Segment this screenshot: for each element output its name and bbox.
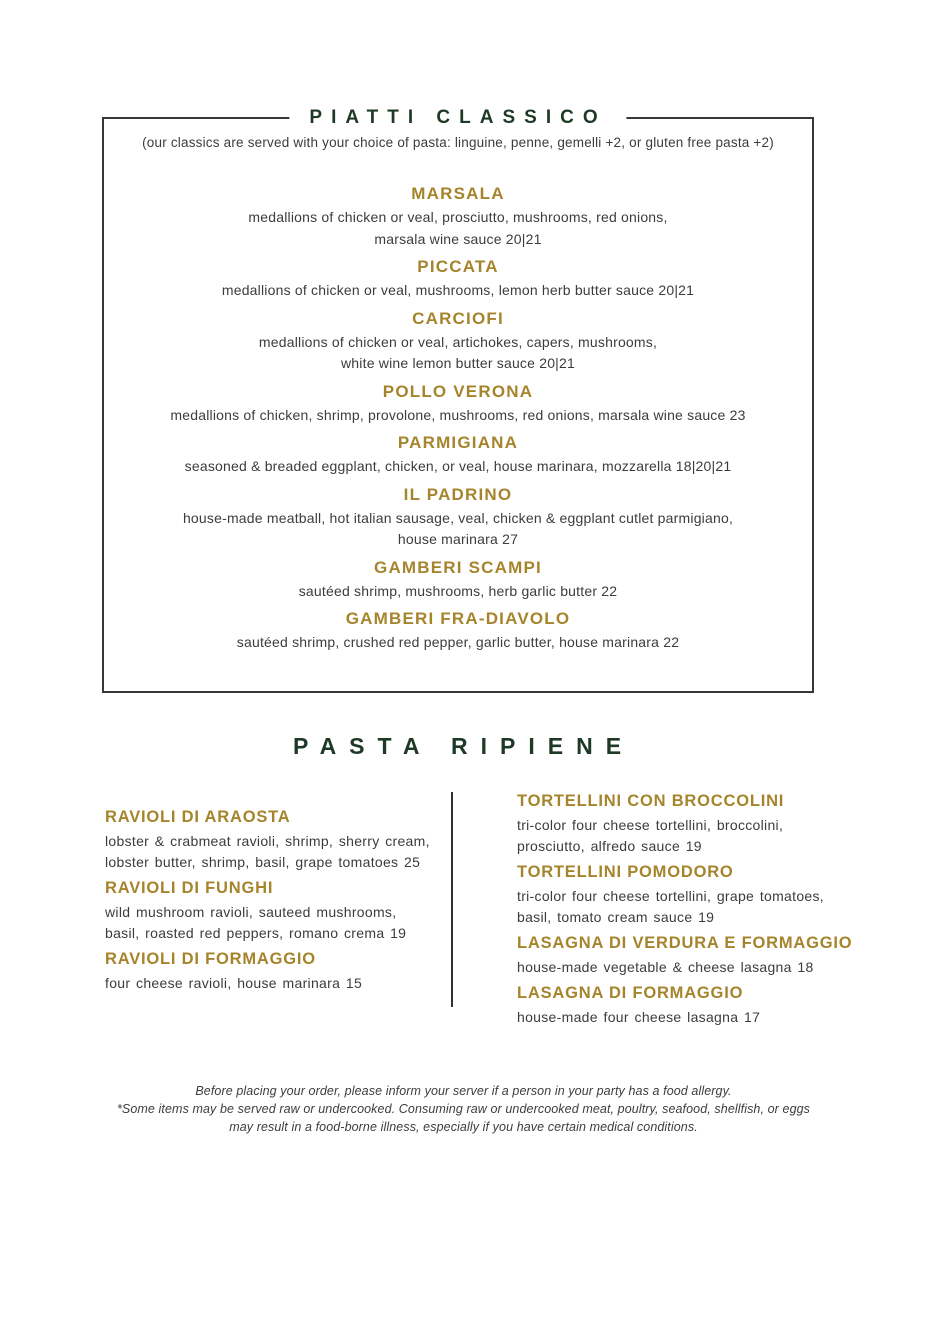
menu-item-carciofi <box>104 309 812 375</box>
menu-item-description-line: tri-color four cheese tortellini, broccolini, <box>517 817 784 833</box>
menu-item-lasagna-di-verdura-e-formaggio <box>517 934 877 978</box>
menu-item-tortellini-pomodoro <box>517 863 877 928</box>
menu-item-description-line: prosciutto, alfredo sauce 19 <box>517 838 702 854</box>
allergy-note-line: may result in a food-borne illness, especially if you have certain medical conditions. <box>229 1120 698 1134</box>
menu-item-description-line: house-made meatball, hot italian sausage, veal, chicken & eggplant cutlet parmigiano, <box>182 509 734 526</box>
menu-item-description-line: medallions of chicken, shrimp, provolone, mushrooms, red onions, marsala wine sauce 23 <box>170 406 746 423</box>
menu-item-name: TORTELLINI POMODORO <box>517 863 734 881</box>
menu-item-name: PARMIGIANA <box>397 433 519 452</box>
menu-item-name: IL PADRINO <box>403 484 513 504</box>
menu-item-name: LASAGNA DI VERDURA E FORMAGGIO <box>517 934 853 952</box>
menu-item-description-line: basil, roasted red peppers, romano crema 19 <box>105 925 407 941</box>
menu-item-parmigiana <box>104 433 812 478</box>
menu-item-name: MARSALA <box>411 184 505 203</box>
allergy-note-line: Before placing your order, please inform your server if a person in your party has a food allergy. <box>195 1084 732 1098</box>
menu-item-piccata <box>104 257 812 302</box>
piatti-classico-section <box>102 106 814 693</box>
menu-item-description-line: sautéed shrimp, mushrooms, herb garlic butter 22 <box>298 582 618 599</box>
piatti-classico-title: PIATTI CLASSICO <box>289 107 626 129</box>
menu-item-name: RAVIOLI DI ARAOSTA <box>105 808 291 826</box>
menu-item-name: GAMBERI FRA-DIAVOLO <box>345 609 571 628</box>
pasta-ripiene-title: PASTA RIPIENE <box>292 733 635 759</box>
menu-item-name: RAVIOLI DI FUNGHI <box>105 879 274 897</box>
menu-item-name: LASAGNA DI FORMAGGIO <box>517 984 744 1002</box>
pasta-ripiene-right-column <box>517 792 877 1034</box>
menu-item-description-line: basil, tomato cream sauce 19 <box>517 909 715 925</box>
menu-item-gamberi-fra-diavolo <box>104 609 812 654</box>
menu-item-name: POLLO VERONA <box>382 381 534 401</box>
menu-item-description-line: seasoned & breaded eggplant, chicken, or veal, house marinara, mozzarella 18|20|21 <box>184 458 732 474</box>
piatti-classico-items <box>104 184 812 654</box>
menu-item-name: PICCATA <box>417 257 499 276</box>
piatti-classico-subtitle: (our classics are served with your choice of pasta: linguine, penne, gemelli +2, or gluten free pasta +2) <box>142 135 774 150</box>
menu-item-marsala <box>104 184 812 250</box>
menu-item-gamberi-scampi <box>104 558 812 603</box>
menu-item-ravioli-di-araosta <box>105 808 437 873</box>
menu-item-description-line: house marinara 27 <box>397 531 519 547</box>
menu-item-description-line: medallions of chicken or veal, artichokes, capers, mushrooms, <box>258 333 658 350</box>
pasta-ripiene-left-column <box>105 792 437 1000</box>
menu-item-name: RAVIOLI DI FORMAGGIO <box>105 950 316 968</box>
menu-item-name: GAMBERI SCAMPI <box>374 557 542 577</box>
menu-item-description-line: house-made four cheese lasagna 17 <box>517 1009 761 1025</box>
menu-item-description-line: sautéed shrimp, crushed red pepper, garlic butter, house marinara 22 <box>236 634 680 650</box>
menu-item-description-line: tri-color four cheese tortellini, grape tomatoes, <box>517 888 824 904</box>
pasta-ripiene-columns <box>105 792 927 1034</box>
menu-item-ravioli-di-formaggio <box>105 950 437 994</box>
menu-item-description-line: medallions of chicken or veal, mushrooms, lemon herb butter sauce 20|21 <box>221 282 695 298</box>
menu-item-name: TORTELLINI CON BROCCOLINI <box>517 792 785 810</box>
column-divider <box>451 792 453 1007</box>
menu-item-description-line: medallions of chicken or veal, prosciutto, mushrooms, red onions, <box>248 209 668 225</box>
menu-item-description-line: four cheese ravioli, house marinara 15 <box>105 975 363 991</box>
menu-item-ravioli-di-funghi <box>105 879 437 944</box>
menu-item-name: CARCIOFI <box>412 308 504 328</box>
menu-item-il-padrino <box>104 485 812 551</box>
menu-item-lasagna-di-formaggio <box>517 984 877 1028</box>
menu-item-description-line: lobster butter, shrimp, basil, grape tomatoes 25 <box>105 854 421 870</box>
menu-item-description-line: house-made vegetable & cheese lasagna 18 <box>517 959 814 975</box>
menu-item-description-line: lobster & crabmeat ravioli, shrimp, sherry cream, <box>105 833 430 849</box>
allergy-note-line: *Some items may be served raw or undercooked. Consuming raw or undercooked meat, poultry, seafood, shellfish, or eggs <box>116 1102 811 1116</box>
menu-item-description-line: marsala wine sauce 20|21 <box>374 230 542 247</box>
menu-item-pollo-verona <box>104 382 812 427</box>
menu-item-tortellini-con-broccolini <box>517 792 877 857</box>
menu-page <box>0 106 927 1136</box>
menu-item-description-line: wild mushroom ravioli, sauteed mushrooms, <box>105 904 397 920</box>
menu-item-description-line: white wine lemon butter sauce 20|21 <box>341 355 575 371</box>
allergy-note <box>0 1082 927 1136</box>
